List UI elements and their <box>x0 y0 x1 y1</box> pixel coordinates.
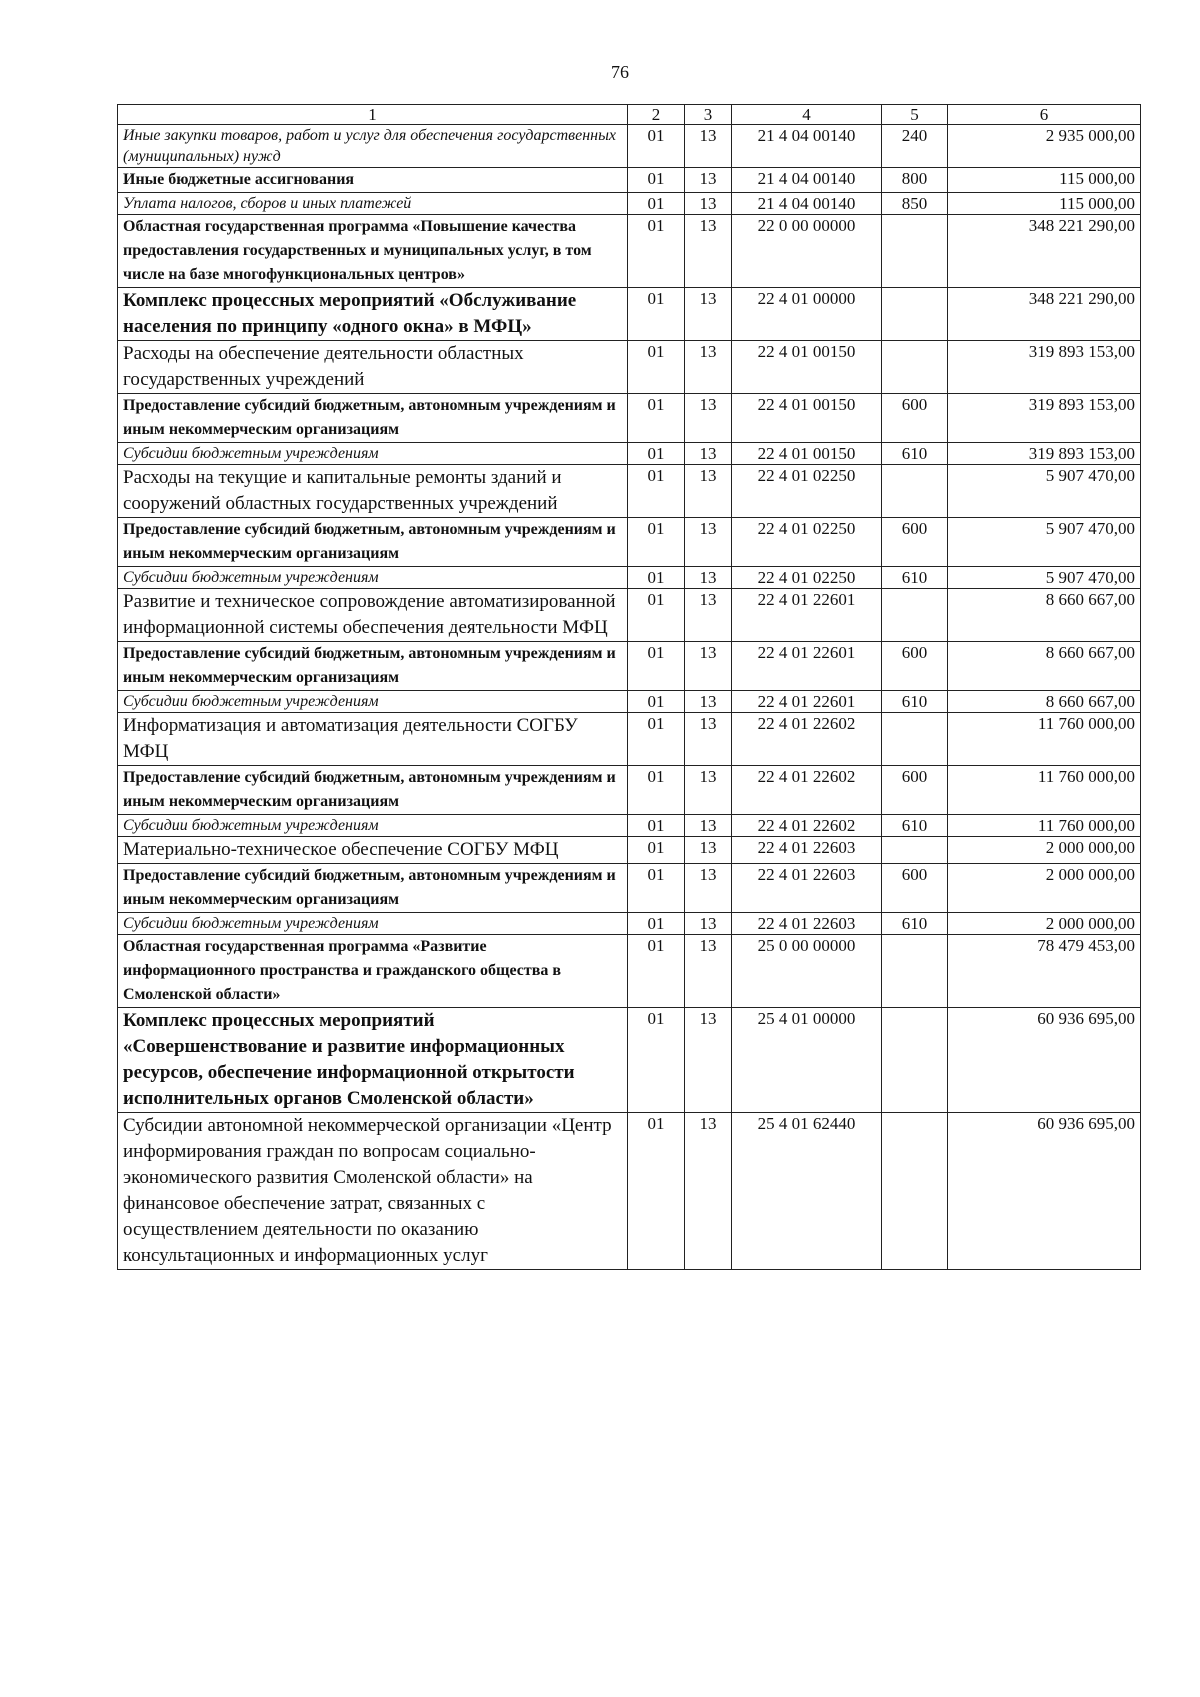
expense-type <box>882 288 948 341</box>
row-name: Субсидии автономной некоммерческой организации «Центр информирования граждан по вопросам социально-экономического развития Смоленской области» на финансовое обеспечение затрат, связанных с осуществлением деятельности по оказанию консультационных и информационных услуг <box>118 1113 628 1270</box>
row-name: Субсидии бюджетным учреждениям <box>118 443 628 465</box>
budget-table <box>117 104 1141 1270</box>
target-article: 22 4 01 00150 <box>732 443 882 465</box>
section-code: 01 <box>628 913 685 935</box>
expense-type: 600 <box>882 864 948 913</box>
row-name: Областная государственная программа «Развитие информационного пространства и гражданского общества в Смоленской области» <box>118 935 628 1008</box>
section-code: 01 <box>628 443 685 465</box>
row-name: Предоставление субсидий бюджетным, автономным учреждениям и иным некоммерческим организациям <box>118 642 628 691</box>
target-article: 22 0 00 00000 <box>732 215 882 288</box>
amount: 319 893 153,00 <box>948 341 1141 394</box>
row-name: Предоставление субсидий бюджетным, автономным учреждениям и иным некоммерческим организациям <box>118 864 628 913</box>
row-name: Предоставление субсидий бюджетным, автономным учреждениям и иным некоммерческим организациям <box>118 518 628 567</box>
expense-type: 240 <box>882 125 948 168</box>
subsection-code: 13 <box>685 125 732 168</box>
amount: 8 660 667,00 <box>948 589 1141 642</box>
expense-type: 800 <box>882 168 948 193</box>
row-name: Предоставление субсидий бюджетным, автономным учреждениям и иным некоммерческим организациям <box>118 766 628 815</box>
target-article: 21 4 04 00140 <box>732 193 882 215</box>
expense-type: 610 <box>882 815 948 837</box>
subsection-code: 13 <box>685 443 732 465</box>
target-article: 22 4 01 22601 <box>732 691 882 713</box>
subsection-code: 13 <box>685 642 732 691</box>
target-article: 22 4 01 22603 <box>732 864 882 913</box>
target-article: 25 4 01 00000 <box>732 1008 882 1113</box>
subsection-code: 13 <box>685 567 732 589</box>
section-code: 01 <box>628 642 685 691</box>
target-article: 22 4 01 02250 <box>732 465 882 518</box>
target-article: 22 4 01 00150 <box>732 341 882 394</box>
subsection-code: 13 <box>685 589 732 642</box>
target-article: 22 4 01 22602 <box>732 713 882 766</box>
table-row <box>118 766 1141 815</box>
section-code: 01 <box>628 837 685 864</box>
table-row <box>118 215 1141 288</box>
row-name: Уплата налогов, сборов и иных платежей <box>118 193 628 215</box>
expense-type: 600 <box>882 394 948 443</box>
subsection-code: 13 <box>685 815 732 837</box>
subsection-code: 13 <box>685 518 732 567</box>
expense-type: 610 <box>882 567 948 589</box>
expense-type <box>882 837 948 864</box>
row-name: Иные закупки товаров, работ и услуг для обеспечения государственных (муниципальных) нужд <box>118 125 628 168</box>
header-row <box>118 105 1141 125</box>
subsection-code: 13 <box>685 465 732 518</box>
section-code: 01 <box>628 589 685 642</box>
expense-type: 610 <box>882 443 948 465</box>
target-article: 21 4 04 00140 <box>732 168 882 193</box>
expense-type <box>882 465 948 518</box>
target-article: 22 4 01 22603 <box>732 913 882 935</box>
amount: 5 907 470,00 <box>948 567 1141 589</box>
row-name: Информатизация и автоматизация деятельности СОГБУ МФЦ <box>118 713 628 766</box>
amount: 5 907 470,00 <box>948 518 1141 567</box>
section-code: 01 <box>628 766 685 815</box>
expense-type <box>882 713 948 766</box>
table-row <box>118 1113 1141 1270</box>
table-row <box>118 1008 1141 1113</box>
subsection-code: 13 <box>685 288 732 341</box>
table-row <box>118 567 1141 589</box>
column-header: 4 <box>732 105 882 125</box>
section-code: 01 <box>628 341 685 394</box>
section-code: 01 <box>628 215 685 288</box>
section-code: 01 <box>628 125 685 168</box>
subsection-code: 13 <box>685 168 732 193</box>
section-code: 01 <box>628 1008 685 1113</box>
subsection-code: 13 <box>685 913 732 935</box>
subsection-code: 13 <box>685 215 732 288</box>
expense-type <box>882 1008 948 1113</box>
expense-type <box>882 589 948 642</box>
page-number: 76 <box>611 62 629 82</box>
expense-type <box>882 341 948 394</box>
table-row <box>118 443 1141 465</box>
amount: 78 479 453,00 <box>948 935 1141 1008</box>
amount: 8 660 667,00 <box>948 642 1141 691</box>
table-row <box>118 168 1141 193</box>
table-row <box>118 815 1141 837</box>
amount: 11 760 000,00 <box>948 766 1141 815</box>
row-name: Расходы на обеспечение деятельности областных государственных учреждений <box>118 341 628 394</box>
table-row <box>118 935 1141 1008</box>
amount: 2 000 000,00 <box>948 837 1141 864</box>
target-article: 22 4 01 00000 <box>732 288 882 341</box>
target-article: 22 4 01 00150 <box>732 394 882 443</box>
column-header: 2 <box>628 105 685 125</box>
row-name: Областная государственная программа «Повышение качества предоставления государственных и муниципальных услуг, в том числе на базе многофункциональных центров» <box>118 215 628 288</box>
target-article: 22 4 01 22601 <box>732 642 882 691</box>
subsection-code: 13 <box>685 691 732 713</box>
amount: 2 000 000,00 <box>948 864 1141 913</box>
amount: 11 760 000,00 <box>948 713 1141 766</box>
row-name: Расходы на текущие и капитальные ремонты зданий и сооружений областных государственных учреждений <box>118 465 628 518</box>
subsection-code: 13 <box>685 1008 732 1113</box>
section-code: 01 <box>628 394 685 443</box>
target-article: 25 0 00 00000 <box>732 935 882 1008</box>
amount: 115 000,00 <box>948 168 1141 193</box>
subsection-code: 13 <box>685 1113 732 1270</box>
section-code: 01 <box>628 465 685 518</box>
subsection-code: 13 <box>685 341 732 394</box>
table-row <box>118 913 1141 935</box>
table-row <box>118 691 1141 713</box>
column-header: 3 <box>685 105 732 125</box>
row-name: Иные бюджетные ассигнования <box>118 168 628 193</box>
section-code: 01 <box>628 518 685 567</box>
target-article: 22 4 01 02250 <box>732 567 882 589</box>
amount: 319 893 153,00 <box>948 443 1141 465</box>
section-code: 01 <box>628 567 685 589</box>
subsection-code: 13 <box>685 766 732 815</box>
expense-type: 600 <box>882 518 948 567</box>
amount: 348 221 290,00 <box>948 215 1141 288</box>
section-code: 01 <box>628 288 685 341</box>
table-row <box>118 341 1141 394</box>
table-row <box>118 394 1141 443</box>
subsection-code: 13 <box>685 394 732 443</box>
amount: 11 760 000,00 <box>948 815 1141 837</box>
expense-type: 600 <box>882 766 948 815</box>
expense-type <box>882 1113 948 1270</box>
table-row <box>118 465 1141 518</box>
row-name: Субсидии бюджетным учреждениям <box>118 691 628 713</box>
table-row <box>118 713 1141 766</box>
table-row <box>118 837 1141 864</box>
target-article: 22 4 01 22601 <box>732 589 882 642</box>
amount: 348 221 290,00 <box>948 288 1141 341</box>
amount: 8 660 667,00 <box>948 691 1141 713</box>
row-name: Предоставление субсидий бюджетным, автономным учреждениям и иным некоммерческим организациям <box>118 394 628 443</box>
expense-type <box>882 935 948 1008</box>
table-row <box>118 125 1141 168</box>
expense-type: 610 <box>882 913 948 935</box>
amount: 60 936 695,00 <box>948 1008 1141 1113</box>
subsection-code: 13 <box>685 193 732 215</box>
subsection-code: 13 <box>685 935 732 1008</box>
column-header: 6 <box>948 105 1141 125</box>
subsection-code: 13 <box>685 864 732 913</box>
amount: 5 907 470,00 <box>948 465 1141 518</box>
amount: 115 000,00 <box>948 193 1141 215</box>
target-article: 22 4 01 22602 <box>732 815 882 837</box>
amount: 319 893 153,00 <box>948 394 1141 443</box>
target-article: 22 4 01 22602 <box>732 766 882 815</box>
row-name: Материально-техническое обеспечение СОГБУ МФЦ <box>118 837 628 864</box>
target-article: 25 4 01 62440 <box>732 1113 882 1270</box>
row-name: Комплекс процессных мероприятий «Обслуживание населения по принципу «одного окна» в МФЦ» <box>118 288 628 341</box>
expense-type: 610 <box>882 691 948 713</box>
row-name: Субсидии бюджетным учреждениям <box>118 567 628 589</box>
table-row <box>118 589 1141 642</box>
table-body <box>118 125 1141 1270</box>
column-header: 1 <box>118 105 628 125</box>
section-code: 01 <box>628 815 685 837</box>
row-name: Комплекс процессных мероприятий «Совершенствование и развитие информационных ресурсов, обеспечение информационной открытости исполнительных органов Смоленской области» <box>118 1008 628 1113</box>
expense-type: 600 <box>882 642 948 691</box>
section-code: 01 <box>628 1113 685 1270</box>
table-row <box>118 518 1141 567</box>
table-row <box>118 642 1141 691</box>
section-code: 01 <box>628 193 685 215</box>
row-name: Субсидии бюджетным учреждениям <box>118 815 628 837</box>
row-name: Субсидии бюджетным учреждениям <box>118 913 628 935</box>
amount: 2 935 000,00 <box>948 125 1141 168</box>
target-article: 21 4 04 00140 <box>732 125 882 168</box>
expense-type: 850 <box>882 193 948 215</box>
amount: 60 936 695,00 <box>948 1113 1141 1270</box>
section-code: 01 <box>628 713 685 766</box>
section-code: 01 <box>628 864 685 913</box>
table-row <box>118 864 1141 913</box>
amount: 2 000 000,00 <box>948 913 1141 935</box>
section-code: 01 <box>628 168 685 193</box>
section-code: 01 <box>628 935 685 1008</box>
target-article: 22 4 01 02250 <box>732 518 882 567</box>
section-code: 01 <box>628 691 685 713</box>
column-header: 5 <box>882 105 948 125</box>
target-article: 22 4 01 22603 <box>732 837 882 864</box>
subsection-code: 13 <box>685 837 732 864</box>
table-row <box>118 193 1141 215</box>
row-name: Развитие и техническое сопровождение автоматизированной информационной системы обеспечения деятельности МФЦ <box>118 589 628 642</box>
table-row <box>118 288 1141 341</box>
expense-type <box>882 215 948 288</box>
subsection-code: 13 <box>685 713 732 766</box>
